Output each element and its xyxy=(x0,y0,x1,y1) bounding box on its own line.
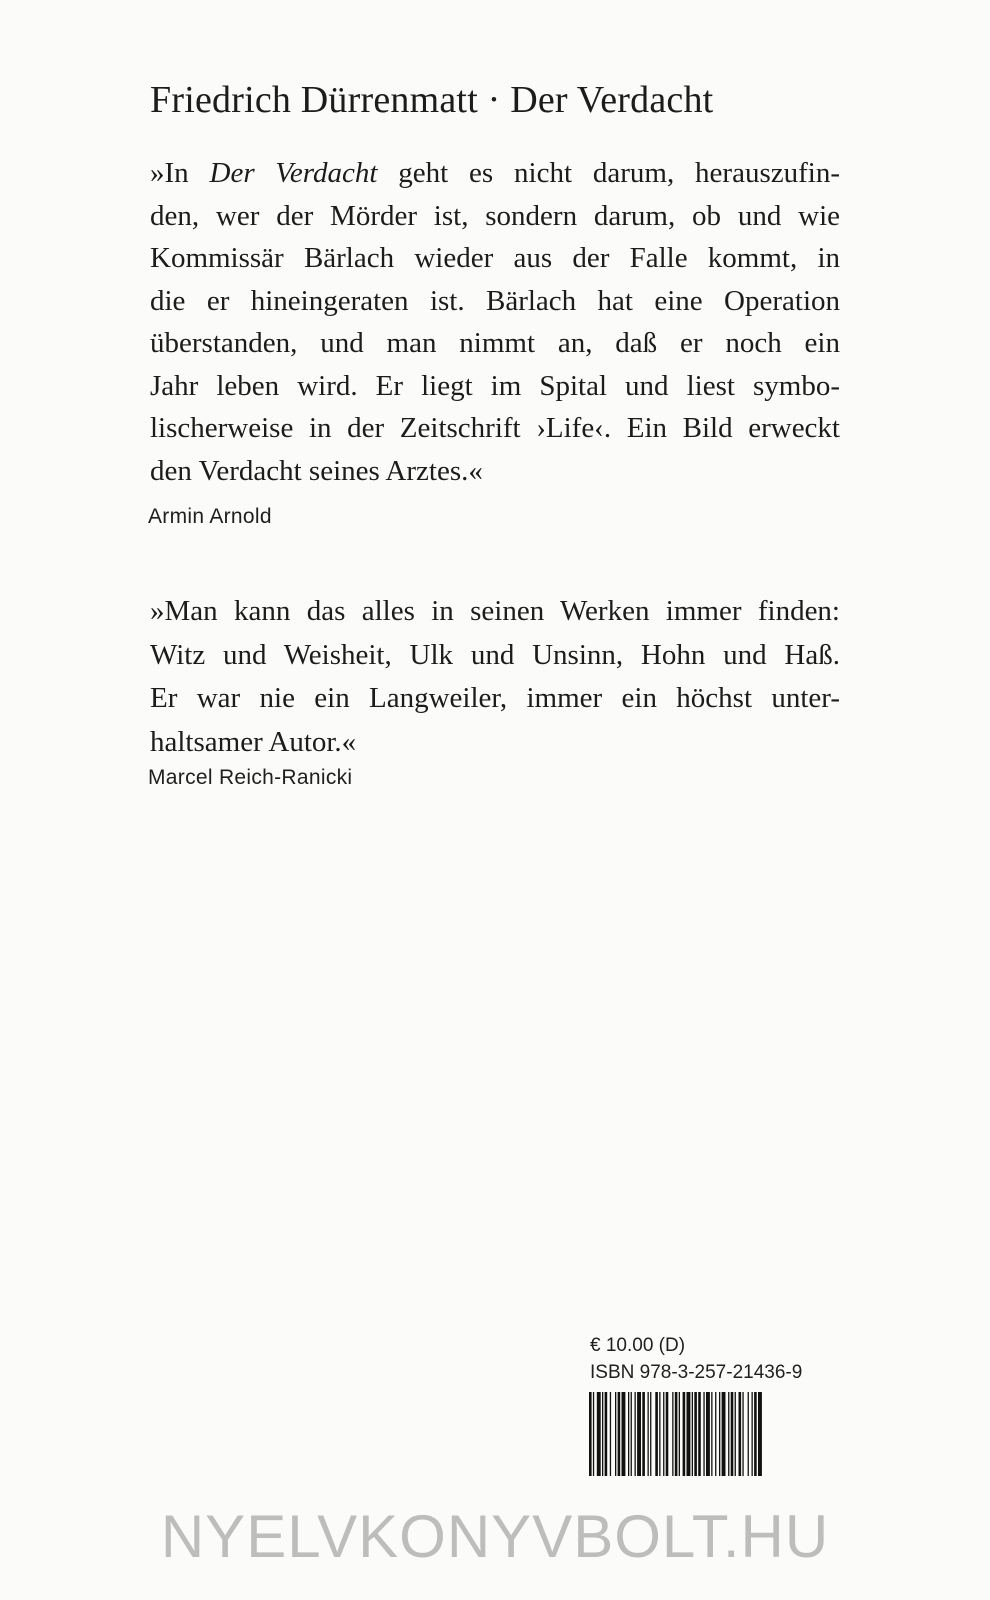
barcode-bar xyxy=(605,1392,608,1476)
barcode-bar xyxy=(719,1392,720,1476)
barcode-bar xyxy=(593,1392,594,1476)
quote-line: den Verdacht seines Arztes.« xyxy=(150,454,483,487)
quote-line: lischerweise in der Zeitschrift ›Life‹. Ein Bild erweckt xyxy=(150,412,840,444)
quote-line: überstanden, und man nimmt an, daß er noch ein xyxy=(150,327,840,359)
barcode-bar xyxy=(692,1392,693,1476)
quote-line: Kommissär Bärlach wieder aus der Falle kommt, in xyxy=(150,242,840,274)
quote-line: Jahr leben wird. Er liegt im Spital und liest symbo- xyxy=(150,369,840,402)
quote-reich-ranicki xyxy=(150,590,840,764)
barcode-bar xyxy=(659,1392,660,1476)
barcode-bar xyxy=(698,1392,701,1476)
barcode-bar xyxy=(748,1392,749,1476)
quote-armin-arnold xyxy=(150,152,840,492)
barcode-bar xyxy=(597,1392,601,1476)
barcode-bar xyxy=(706,1392,710,1476)
barcode-bar xyxy=(589,1392,592,1476)
barcode-bar xyxy=(687,1392,691,1476)
barcode-bar xyxy=(754,1392,757,1476)
quote-line: Witz und Weisheit, Ulk und Unsinn, Hohn und Haß. xyxy=(150,638,840,671)
quote-line: den, wer der Mörder ist, sondern darum, ob und wie xyxy=(150,199,840,232)
barcode-bar xyxy=(711,1392,712,1476)
quote-line: haltsamer Autor.« xyxy=(150,725,357,758)
barcode-bar xyxy=(703,1392,704,1476)
barcode-bar xyxy=(758,1392,762,1476)
barcode-bar xyxy=(642,1392,645,1476)
barcode-bar xyxy=(650,1392,651,1476)
barcode-bar xyxy=(666,1392,669,1476)
barcode-bar xyxy=(618,1392,621,1476)
barcode-bar xyxy=(610,1392,611,1476)
barcode-bar xyxy=(602,1392,603,1476)
barcode-bar xyxy=(722,1392,726,1476)
barcode-bar xyxy=(672,1392,673,1476)
book-title: Friedrich Dürrenmatt · Der Verdacht xyxy=(150,79,714,121)
barcode-bar xyxy=(675,1392,678,1476)
isbn-label: ISBN 978-3-257-21436-9 xyxy=(590,1362,803,1383)
quote-line: »In Der Verdacht geht es nicht darum, herauszufin- xyxy=(150,157,840,189)
price-isbn-block xyxy=(590,1332,802,1386)
barcode-bar xyxy=(655,1392,658,1476)
barcode-bar xyxy=(742,1392,743,1476)
quote-line: Er war nie ein Langweiler, immer ein höchst unter- xyxy=(150,682,840,714)
quote-line: »Man kann das alles in seinen Werken immer finden: xyxy=(150,595,840,627)
barcode-bar xyxy=(731,1392,734,1476)
quote-line: die er hineingeraten ist. Bärlach hat eine Operation xyxy=(150,284,840,317)
barcode-bar xyxy=(739,1392,742,1476)
barcode-bar xyxy=(679,1392,680,1476)
book-title-italic: Der Verdacht xyxy=(209,157,378,189)
barcode-bar xyxy=(635,1392,636,1476)
quote-author-armin-arnold: Armin Arnold xyxy=(148,505,272,528)
barcode-bar xyxy=(735,1392,736,1476)
barcode-bar xyxy=(752,1392,753,1476)
barcode-bar xyxy=(694,1392,697,1476)
barcode-bar xyxy=(628,1392,629,1476)
barcode-bar xyxy=(631,1392,632,1476)
price-label: € 10.00 (D) xyxy=(590,1335,686,1356)
barcode-bar xyxy=(615,1392,616,1476)
barcode-bar xyxy=(663,1392,664,1476)
barcode-icon xyxy=(589,1392,811,1476)
quote-author-reich-ranicki: Marcel Reich-Ranicki xyxy=(148,766,353,789)
barcode-bar xyxy=(715,1392,716,1476)
barcode-bar xyxy=(637,1392,641,1476)
barcode-bar xyxy=(683,1392,686,1476)
barcode-bar xyxy=(622,1392,626,1476)
barcode-bar xyxy=(728,1392,729,1476)
barcode-bar xyxy=(648,1392,649,1476)
watermark: NYELVKONYVBOLT.HU xyxy=(160,1503,830,1570)
